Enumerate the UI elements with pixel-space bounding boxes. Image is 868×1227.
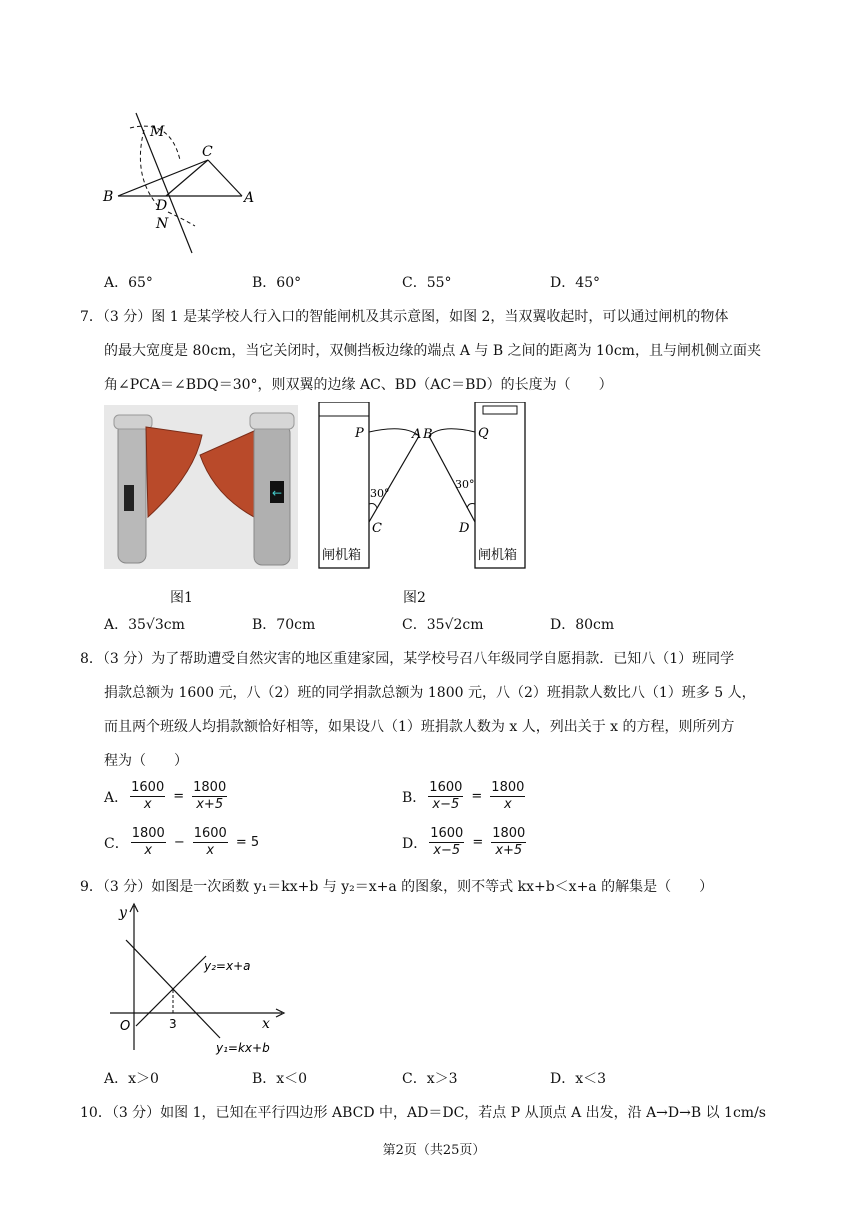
q8-c-op: −: [173, 835, 185, 850]
q7-label-d: D: [459, 521, 470, 536]
q8-d-d2: x+5: [495, 843, 523, 858]
q6-label-c: C: [202, 144, 213, 160]
q8-c-n2: 1600: [193, 826, 227, 841]
q7-label-box-left: 闸机箱: [322, 548, 362, 563]
page-footer: 第2页（共25页）: [382, 1143, 486, 1158]
q7-label-b: B: [423, 427, 433, 442]
q7-option-c: C．35√2cm: [402, 617, 484, 633]
q7-fig2-caption: 图2: [403, 590, 426, 606]
q8-c-d1: x: [144, 843, 153, 858]
q9-label-line2: y₂=x+a: [204, 959, 251, 973]
q8-line-2: 捐款总额为 1600 元，八（2）班的同学捐款总额为 1800 元，八（2）班捐款人数比八（1）班多 5 人，: [104, 685, 756, 701]
q8-option-a-label: A．: [104, 789, 129, 806]
q8-d-op: =: [472, 835, 484, 850]
q9-option-b: B．x＜0: [252, 1071, 308, 1087]
svg-text:←: ←: [272, 486, 283, 500]
q8-a-op: =: [173, 789, 185, 804]
q7-line-2: 的最大宽度是 80cm，当它关闭时，双侧挡板边缘的端点 A 与 B 之间的距离为 10cm，且与闸机侧立面夹: [104, 343, 761, 359]
q7-label-a: A: [412, 427, 422, 442]
q7-label-angle-left: 30°: [370, 487, 390, 500]
q8-c-n1: 1800: [131, 826, 165, 841]
q7-label-angle-right: 30°: [455, 478, 475, 491]
q9-graph: [100, 900, 290, 1060]
q8-a-n2: 1800: [193, 780, 227, 795]
q8-b-d2: x: [503, 797, 512, 812]
q8-b-n2: 1800: [491, 780, 525, 795]
q9-option-d: D．x＜3: [550, 1071, 607, 1087]
q8-line-3: 而且两个班级人均捐款额恰好相等，如果设八（1）班捐款人数为 x 人，列出关于 x 的方程，则所列方: [104, 719, 735, 735]
q6-option-c: C．55°: [402, 275, 452, 291]
q7-line-3: 角∠PCA＝∠BDQ＝30°，则双翼的边缘 AC、BD（AC＝BD）的长度为（ ）: [104, 377, 613, 393]
q8-b-n1: 1600: [429, 780, 463, 795]
q7-option-b: B．70cm: [252, 617, 316, 633]
q8-option-b-label: B．: [402, 789, 427, 806]
q10-line-1: 10．（3 分）如图 1，已知在平行四边形 ABCD 中，AD＝DC，若点 P 从顶点 A 出发，沿 A→D→B 以 1cm/s: [80, 1105, 766, 1121]
q9-line-1: 9．（3 分）如图是一次函数 y₁＝kx+b 与 y₂＝x+a 的图象，则不等式 kx+b＜x+a 的解集是（ ）: [80, 879, 714, 895]
q8-a-d1: x: [143, 797, 152, 812]
q7-label-c: C: [372, 521, 382, 536]
q8-c-tail: = 5: [235, 835, 260, 850]
q9-option-c: C．x＞3: [402, 1071, 458, 1087]
q8-d-n2: 1800: [492, 826, 526, 841]
q7-line-1: 7．（3 分）图 1 是某学校人行入口的智能闸机及其示意图，如图 2，当双翼收起时，可以通过闸机的物体: [80, 309, 729, 325]
q7-option-d: D．80cm: [550, 617, 615, 633]
q9-label-o: O: [120, 1019, 131, 1034]
q7-option-a: A．35√3cm: [104, 617, 185, 633]
q9-label-three: 3: [169, 1017, 177, 1031]
q6-label-a: A: [244, 190, 255, 206]
q8-d-n1: 1600: [430, 826, 464, 841]
q6-label-d: D: [156, 198, 168, 214]
q8-option-a: [104, 780, 229, 813]
q9-option-a: A．x＞0: [104, 1071, 159, 1087]
q6-seg-cd: [166, 160, 208, 196]
q9-label-y: y: [119, 905, 127, 921]
q8-a-d2: x+5: [196, 797, 224, 812]
q8-b-d1: x−5: [432, 797, 460, 812]
q6-option-a: A．65°: [104, 275, 153, 291]
q8-option-c-label: C．: [104, 835, 129, 852]
q6-seg-bc: [118, 160, 208, 196]
q9-label-x: x: [262, 1016, 270, 1032]
q7-fig2-schematic: [315, 402, 530, 570]
q6-figure: [100, 108, 260, 258]
q8-option-d-label: D．: [402, 835, 428, 852]
q8-b-op: =: [471, 789, 483, 804]
q6-arc-bottom: [168, 212, 195, 226]
q7-label-box-right: 闸机箱: [478, 548, 518, 563]
q6-option-d: D．45°: [550, 275, 601, 291]
q8-option-c: [104, 826, 265, 859]
q8-line-4: 程为（ ）: [104, 753, 188, 769]
q6-seg-ca: [208, 160, 242, 196]
q7-fig1-turnstile-picture: [104, 405, 298, 569]
q6-label-b: B: [103, 189, 114, 205]
q8-option-d: [402, 826, 528, 859]
q6-label-n: N: [156, 216, 169, 232]
q6-option-b: B．60°: [252, 275, 302, 291]
q7-fig1-caption: 图1: [170, 590, 193, 606]
q8-line-1: 8．（3 分）为了帮助遭受自然灾害的地区重建家园，某学校号召八年级同学自愿捐款．已知八（1）班同学: [80, 651, 735, 667]
q9-label-line1: y₁=kx+b: [216, 1041, 270, 1055]
q8-d-d1: x−5: [433, 843, 461, 858]
q8-c-d2: x: [206, 843, 215, 858]
q8-a-n1: 1600: [131, 780, 165, 795]
q7-label-p: P: [355, 426, 364, 441]
q8-option-b: [402, 780, 527, 813]
q6-label-m: M: [150, 124, 165, 140]
q7-label-q: Q: [478, 426, 489, 441]
